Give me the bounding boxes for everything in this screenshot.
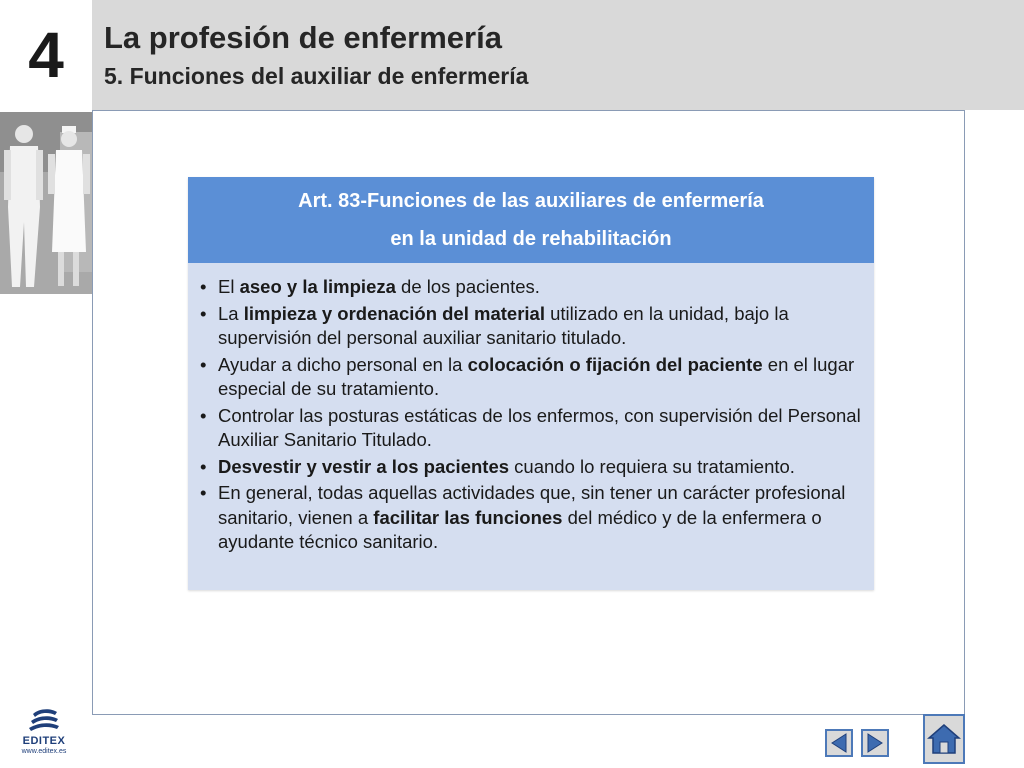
- bold-text: limpieza y ordenación del material: [243, 302, 545, 324]
- text: cuando lo requiera su tratamiento.: [509, 455, 795, 477]
- text: del médico y de la enfermera o ayudante técnico sanitario.: [218, 506, 822, 552]
- list-item: [200, 455, 865, 480]
- list-item: [200, 481, 865, 555]
- bold-text: Desvestir y vestir a los pacientes: [218, 455, 510, 477]
- list-item: [200, 302, 865, 351]
- triangle-right-icon: [866, 733, 884, 753]
- logo-url: www.editex.es: [21, 748, 67, 755]
- functions-card: [188, 177, 874, 590]
- editex-logo-icon: [27, 708, 61, 734]
- bold-text: aseo y la limpieza: [239, 276, 396, 297]
- functions-list: [200, 275, 865, 557]
- text: utilizado en la unidad, bajo la supervisión del personal auxiliar sanitario titulado.: [218, 302, 789, 348]
- nurses-photo: [0, 112, 92, 294]
- list-item: [200, 275, 865, 300]
- page-subtitle: 5. Funciones del auxiliar de enfermería: [104, 63, 529, 89]
- list-item: [200, 353, 865, 402]
- text: La: [218, 302, 244, 324]
- logo-name: EDITEX: [22, 735, 66, 747]
- text: de los pacientes.: [395, 276, 540, 297]
- text: en el lugar especial de su tratamiento.: [218, 353, 855, 399]
- bold-text: colocación o fijación del paciente: [467, 353, 763, 375]
- triangle-left-icon: [830, 733, 848, 753]
- bold-text: facilitar las funciones: [373, 506, 563, 528]
- home-button[interactable]: [923, 714, 965, 764]
- page-title: La profesión de enfermería: [104, 20, 502, 55]
- header-band: [92, 0, 1024, 110]
- home-icon: [927, 722, 961, 756]
- text: El: [218, 276, 240, 297]
- card-title-line1: Art. 83-Funciones de las auxiliares de enfermería: [298, 190, 764, 212]
- text: Ayudar a dicho personal en la: [218, 353, 468, 375]
- next-button[interactable]: [861, 729, 889, 757]
- card-title-line2: en la unidad de rehabilitación: [390, 228, 672, 250]
- card-header: [188, 177, 874, 263]
- list-item: [200, 404, 865, 453]
- chapter-number: 4: [28, 19, 64, 91]
- previous-button[interactable]: [825, 729, 853, 757]
- editex-logo: [14, 708, 74, 764]
- text: Controlar las posturas estáticas de los enfermos, con supervisión del Personal Auxiliar Sanitario Titulado.: [218, 404, 861, 450]
- text: En general, todas aquellas actividades que, sin tener un carácter profesional sanitario, vienen a: [218, 482, 846, 528]
